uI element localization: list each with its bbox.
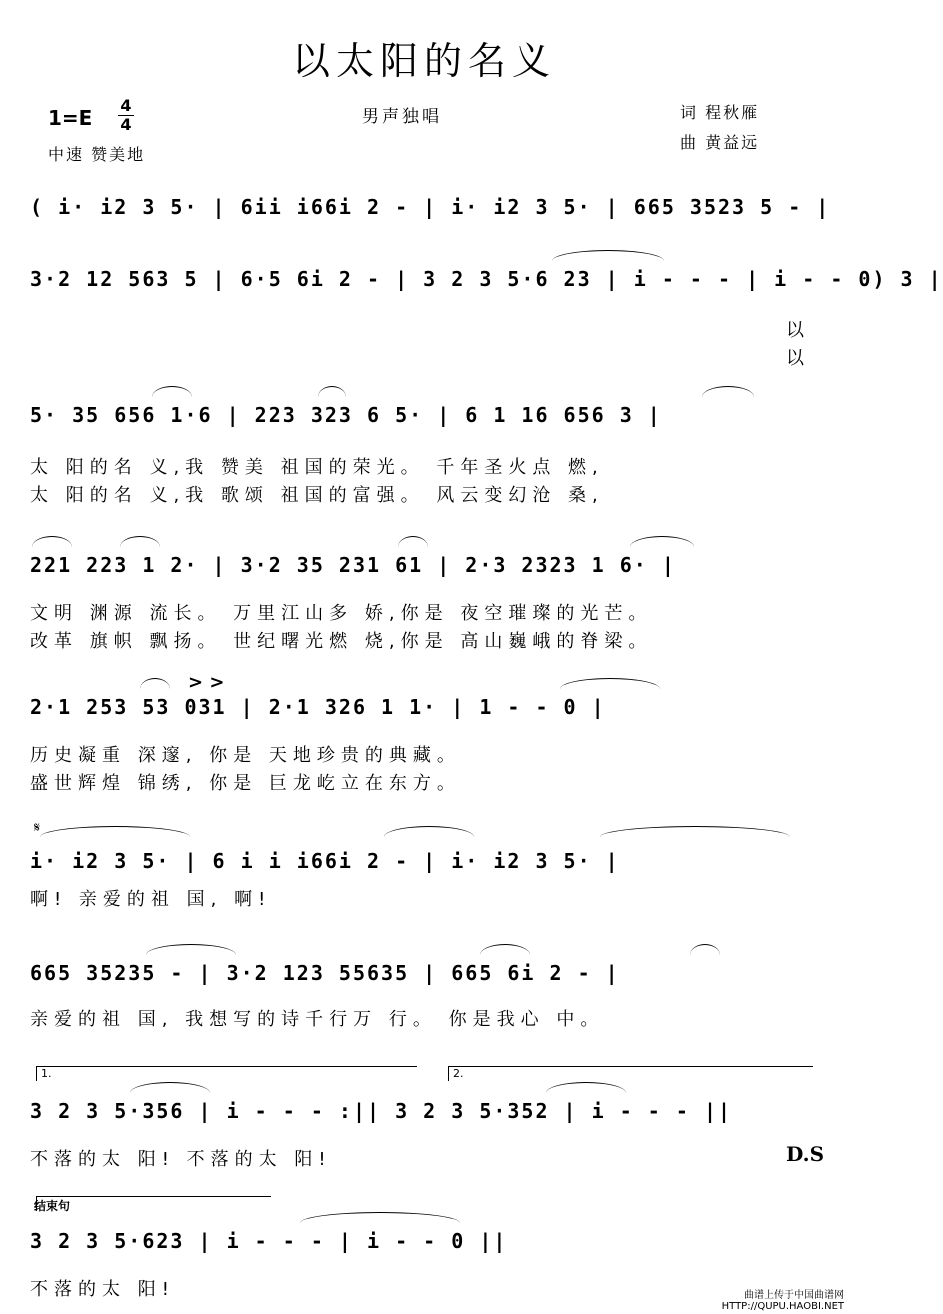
notation-line-7: 665 35235 - | 3·2 123 55635 | 665 6i 2 - | bbox=[30, 961, 620, 985]
lyric-line-8: 不落的太 阳! 不落的太 阳! bbox=[30, 1149, 332, 1170]
ending-bracket bbox=[36, 1196, 271, 1211]
lyric-line-6: 啊! 亲爱的祖 国, 啊! bbox=[30, 889, 272, 910]
notation-line-8: 3 2 3 5·356 | i - - - :|| 3 2 3 5·352 | i - - - || bbox=[30, 1099, 733, 1123]
notation-line-1: ( i· i2 3 5· | 6ii i66i 2 - | i· i2 3 5· | 665 3523 5 - | bbox=[30, 195, 831, 219]
dal-segno: D.S bbox=[786, 1142, 825, 1166]
voice-type: 男声独唱 bbox=[362, 107, 442, 127]
volta-2: 2. bbox=[448, 1066, 813, 1081]
volta-1: 1. bbox=[36, 1066, 417, 1081]
notation-line-6: i· i2 3 5· | 6 i i i66i 2 - | i· i2 3 5· | bbox=[30, 849, 620, 873]
notation-line-4: 221 223 1 2· | 3·2 35 231 61 | 2·3 2323 1 6· | bbox=[30, 553, 676, 577]
watermark bbox=[722, 1290, 844, 1312]
lyric-line-5a: 历史凝重 深邃, 你是 天地珍贵的典藏。 bbox=[30, 745, 461, 766]
lyric-line-3a: 太 阳的名 义,我 赞美 祖国的荣光。 千年圣火点 燃, bbox=[30, 457, 604, 478]
time-signature bbox=[118, 98, 134, 133]
score-title: 以太阳的名义 bbox=[291, 39, 556, 83]
lyric-line-4a: 文明 渊源 流长。 万里江山多 娇,你是 夜空璀璨的光芒。 bbox=[30, 603, 653, 624]
notation-line-9: 3 2 3 5·623 | i - - - | i - - 0 || bbox=[30, 1229, 508, 1253]
tempo-marking: 中速 赞美地 bbox=[48, 145, 146, 164]
ending-label: 结束句 bbox=[34, 1199, 71, 1213]
watermark-line-2: HTTP://QUPU.HAOBI.NET bbox=[721, 1301, 844, 1312]
key-signature: 1=E bbox=[48, 106, 93, 130]
accent-marks: > > bbox=[188, 672, 225, 693]
notation-line-3: 5· 35 656 1·6 | 223 323 6 5· | 6 1 16 656 3 | bbox=[30, 403, 662, 427]
lyric-line-5b: 盛世辉煌 锦绣, 你是 巨龙屹立在东方。 bbox=[30, 773, 461, 794]
lyric-line-4b: 改革 旗帜 飘扬。 世纪曙光燃 烧,你是 高山巍峨的脊梁。 bbox=[30, 631, 653, 652]
time-top: 4 bbox=[120, 96, 132, 115]
lyric-line-9: 不落的太 阳! bbox=[30, 1279, 175, 1300]
segno-icon: 𝄋 bbox=[34, 820, 41, 836]
lyric-line-7: 亲爱的祖 国, 我想写的诗千行万 行。 你是我心 中。 bbox=[30, 1009, 605, 1030]
notation-line-5: 2·1 253 53 031 | 2·1 326 1 1· | 1 - - 0 | bbox=[30, 695, 606, 719]
pickup-lyric-2: 以 bbox=[786, 348, 804, 369]
pickup-lyric-1: 以 bbox=[786, 320, 804, 341]
composer-credit: 曲 黄益远 bbox=[680, 133, 760, 152]
lyric-line-3b: 太 阳的名 义,我 歌颂 祖国的富强。 风云变幻沧 桑, bbox=[30, 485, 604, 506]
time-bottom: 4 bbox=[120, 115, 132, 134]
lyricist-credit: 词 程秋雁 bbox=[680, 103, 760, 122]
notation-line-2: 3·2 12 563 5 | 6·5 6i 2 - | 3 2 3 5·6 23 | i - - - | i - - 0) 3 | bbox=[30, 267, 943, 291]
watermark-line-1: 曲谱上传于中国曲谱网 bbox=[744, 1290, 844, 1301]
